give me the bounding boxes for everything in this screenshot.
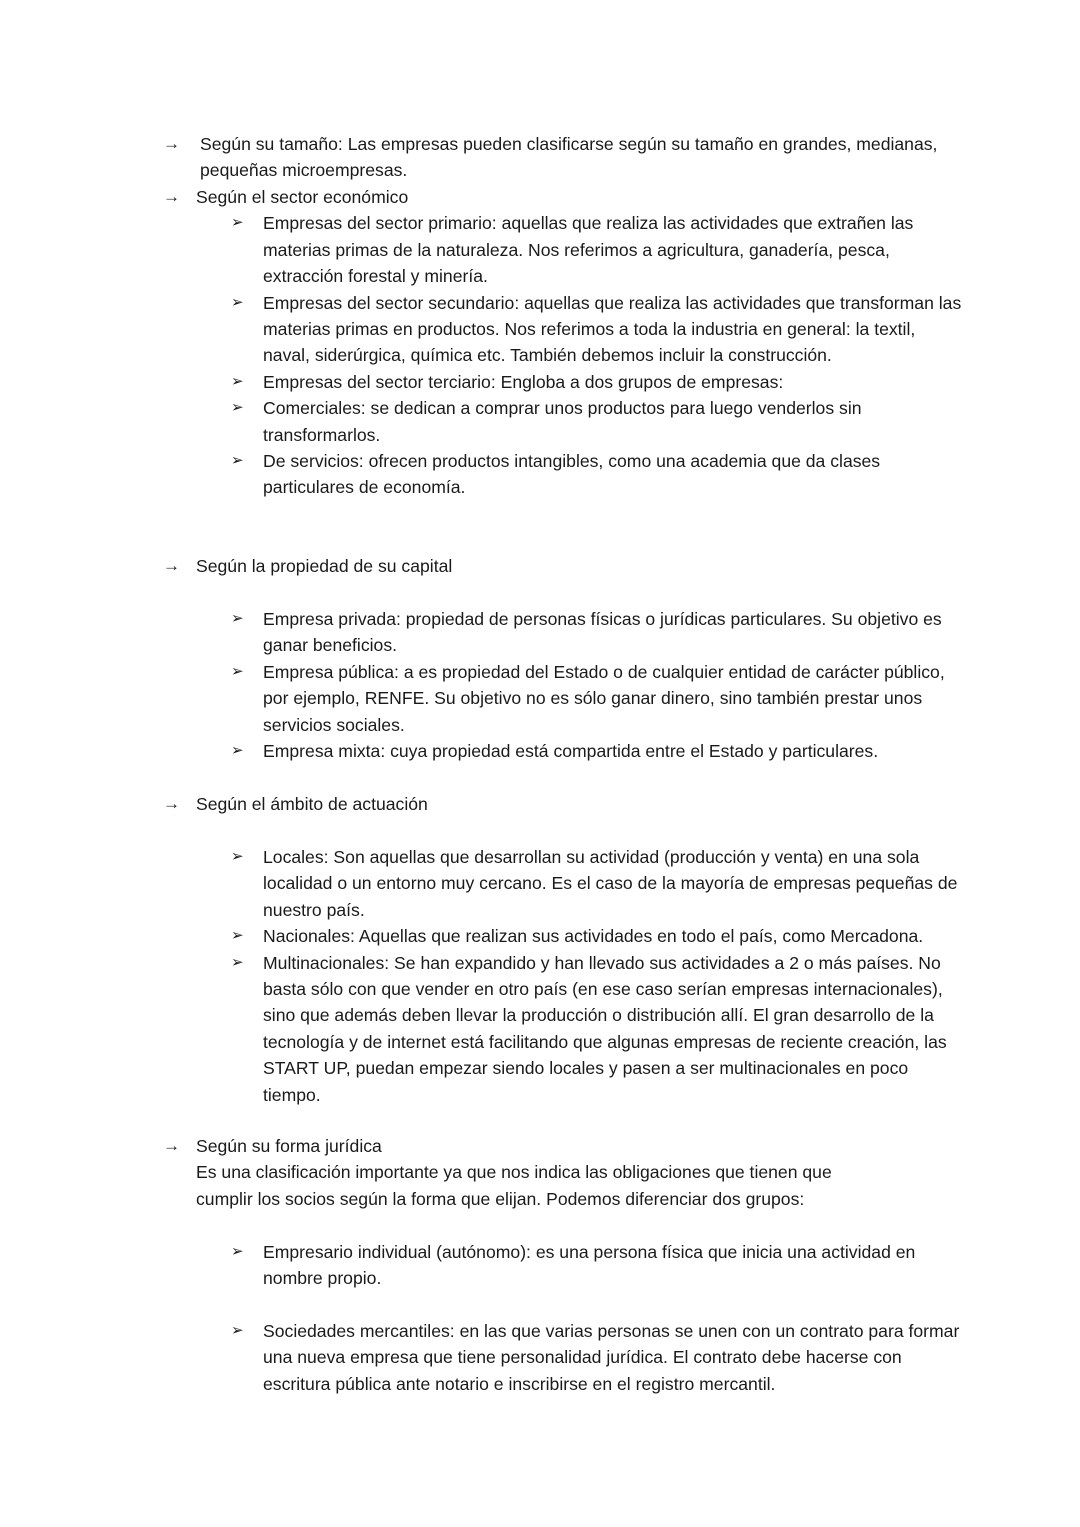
section-heading bbox=[163, 553, 963, 579]
list-item-text: Nacionales: Aquellas que realizan sus actividades en todo el país, como Mercadona. bbox=[263, 926, 924, 947]
arrow-right-icon: → bbox=[163, 187, 180, 206]
arrow-right-icon: → bbox=[163, 1136, 180, 1155]
bullet-arrow-icon: ➢ bbox=[231, 953, 244, 971]
list-item bbox=[163, 448, 963, 501]
section-heading bbox=[163, 131, 963, 184]
bullet-arrow-icon: ➢ bbox=[231, 1322, 244, 1339]
bullet-arrow-icon: ➢ bbox=[231, 927, 244, 945]
list-item-text: Empresa mixta: cuya propiedad está compartida entre el Estado y particulares. bbox=[263, 741, 879, 762]
list-item-text: Empresas del sector terciario: Engloba a dos grupos de empresas: bbox=[263, 371, 784, 392]
bullet-arrow-icon: ➢ bbox=[231, 662, 244, 680]
bullet-arrow-icon: ➢ bbox=[231, 742, 244, 760]
bullet-arrow-icon: ➢ bbox=[231, 214, 244, 232]
list-item bbox=[163, 659, 963, 738]
list-item bbox=[163, 1239, 963, 1292]
arrow-right-icon: → bbox=[163, 134, 180, 153]
bullet-arrow-icon: ➢ bbox=[231, 399, 244, 417]
list-propiedad-capital bbox=[163, 606, 963, 764]
list-item-text: Empresas del sector primario: aquellas que realiza las actividades que extrañen las materias primas de la naturaleza. Nos referimos a agricultura, ganadería, pesca, extracción forestal y minería. bbox=[263, 213, 914, 287]
section-heading bbox=[163, 1133, 963, 1159]
bullet-arrow-icon: ➢ bbox=[231, 372, 244, 390]
list-ambito-actuacion bbox=[163, 844, 963, 1108]
bullet-arrow-icon: ➢ bbox=[231, 848, 244, 865]
list-item-text: Sociedades mercantiles: en las que varias personas se unen con un contrato para formar una nueva empresa que tiene personalidad jurídica. El contrato debe hacerse con escritura pública ante notario e inscribirse en el registro mercantil. bbox=[263, 1321, 960, 1394]
list-item-text: Empresario individual (autónomo): es una persona física que inicia una actividad en nombre propio. bbox=[263, 1242, 916, 1289]
list-item bbox=[163, 606, 963, 659]
list-item bbox=[163, 1318, 963, 1397]
bullet-arrow-icon: ➢ bbox=[231, 1243, 244, 1260]
list-item-text: Empresas del sector secundario: aquellas que realiza las actividades que transforman las materias primas en productos. Nos referimos a toda la industria en general: la textil, naval, siderúrgica, química etc. También debemos incluir la construcción. bbox=[263, 292, 962, 366]
arrow-right-icon: → bbox=[163, 794, 180, 813]
arrow-right-icon: → bbox=[163, 556, 180, 575]
heading-text: Según su tamaño: Las empresas pueden clasificarse según su tamaño en grandes, medianas, pequeñas microempresas. bbox=[200, 134, 938, 181]
list-item bbox=[163, 923, 963, 949]
section-forma-juridica bbox=[163, 1133, 963, 1212]
section-heading bbox=[163, 791, 963, 817]
list-item bbox=[163, 369, 963, 395]
bullet-arrow-icon: ➢ bbox=[231, 293, 244, 311]
section-tamano bbox=[163, 131, 963, 184]
heading-text: Según el sector económico bbox=[196, 187, 409, 207]
section-propiedad-capital bbox=[163, 553, 963, 579]
section-paragraph: Es una clasificación importante ya que nos indica las obligaciones que tienen que cumplir los socios según la forma que elijan. Podemos diferenciar dos grupos: bbox=[196, 1162, 832, 1209]
section-ambito-actuacion bbox=[163, 791, 963, 817]
heading-text: Según el ámbito de actuación bbox=[196, 794, 428, 814]
section-sector-economico bbox=[163, 184, 963, 501]
list-item bbox=[163, 950, 963, 1108]
heading-text: Según su forma jurídica bbox=[196, 1136, 382, 1156]
section-heading bbox=[163, 184, 963, 210]
list-item bbox=[163, 395, 963, 448]
list-item bbox=[163, 738, 963, 764]
list-item-text: Locales: Son aquellas que desarrollan su actividad (producción y venta) en una sola localidad o un entorno muy cercano. Es el caso de la mayoría de empresas pequeñas de nuestro país. bbox=[263, 847, 958, 920]
list-item-text: Comerciales: se dedican a comprar unos productos para luego venderlos sin transformarlos. bbox=[263, 398, 862, 445]
list-forma-juridica-1 bbox=[163, 1239, 963, 1292]
heading-text: Según la propiedad de su capital bbox=[196, 556, 453, 576]
list-item-text: Multinacionales: Se han expandido y han llevado sus actividades a 2 o más países. No basta sólo con que vender en otro país (en ese caso serían empresas internacionales), sino que además deben llevar la producción o distribución allí. El gran desarrollo de la tecnología y de internet está facilitando que algunas empresas de reciente creación, las START UP, puedan empezar siendo locales y pasen a ser multinacionales en poco tiempo. bbox=[263, 952, 947, 1105]
list-forma-juridica-2 bbox=[163, 1318, 963, 1397]
bullet-arrow-icon: ➢ bbox=[231, 452, 244, 470]
list-item bbox=[163, 290, 963, 369]
list-item bbox=[163, 210, 963, 289]
list-item-text: Empresa pública: a es propiedad del Estado o de cualquier entidad de carácter público, por ejemplo, RENFE. Su objetivo no es sólo ganar dinero, sino también prestar unos servicios sociales. bbox=[263, 661, 945, 735]
list-item-text: De servicios: ofrecen productos intangibles, como una academia que da clases particulares de economía. bbox=[263, 451, 881, 498]
bullet-arrow-icon: ➢ bbox=[231, 610, 244, 627]
list-item-text: Empresa privada: propiedad de personas físicas o jurídicas particulares. Su objetivo es ganar beneficios. bbox=[263, 609, 942, 656]
list-item bbox=[163, 844, 963, 923]
